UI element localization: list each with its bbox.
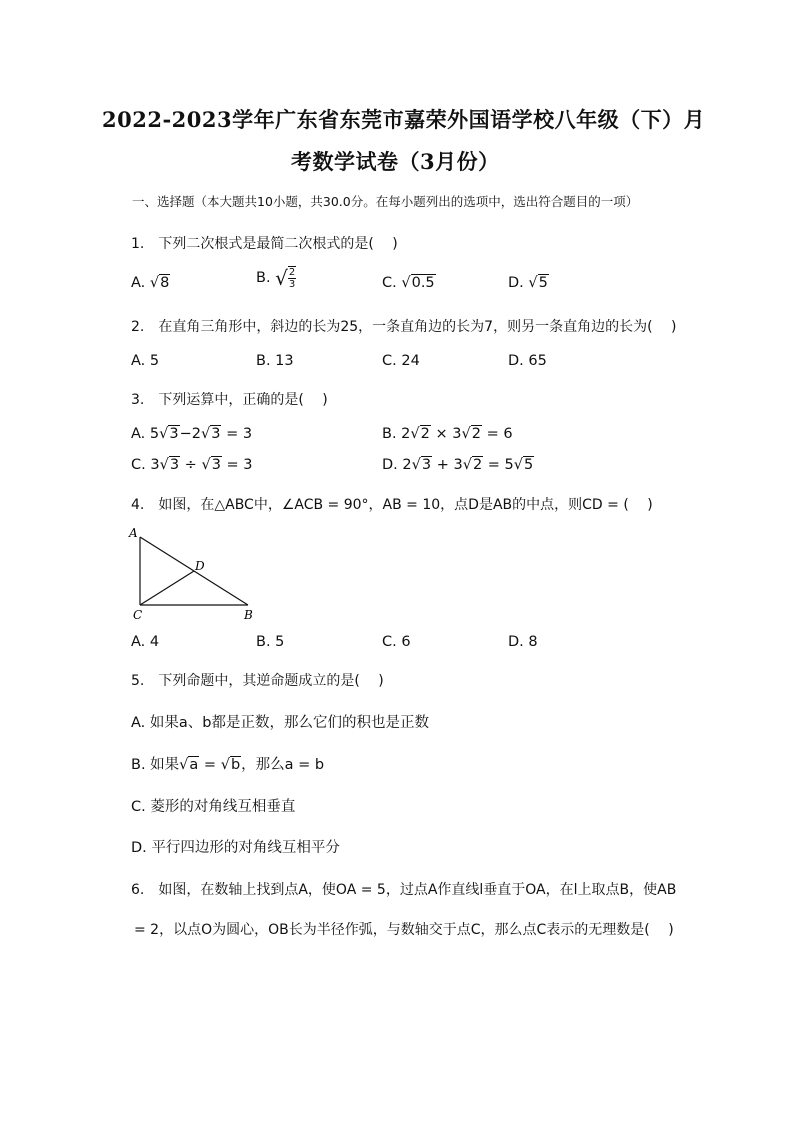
sqrt-expression: √8	[149, 275, 170, 291]
operator: + 3	[432, 457, 463, 473]
vertex-c-label: C	[133, 608, 143, 622]
radicand: 3	[211, 457, 221, 473]
q2-option-b[interactable]: B. 13	[256, 353, 294, 369]
question-5-stem: 5. 下列命题中，其逆命题成立的是( )	[131, 673, 384, 689]
radicand: 3	[169, 426, 179, 442]
radicand: 3	[169, 457, 180, 473]
question-3-stem: 3. 下列运算中，正确的是( )	[131, 392, 328, 408]
q5-option-c[interactable]: C. 菱形的对角线互相垂直	[131, 799, 296, 815]
sqrt-expression: √5	[528, 275, 548, 291]
radicand: 3	[421, 457, 432, 473]
option-label: A.	[131, 426, 146, 442]
radicand: 5	[524, 457, 534, 473]
q3-option-a[interactable]: A. 5√3−2√3 = 3	[131, 426, 253, 442]
coefficient: 2	[402, 457, 412, 473]
title-line-1: 2022-2023学年广东省东莞市嘉荣外国语学校八年级（下）月	[102, 107, 706, 132]
q5-option-a[interactable]: A. 如果a、b都是正数，那么它们的积也是正数	[131, 715, 429, 731]
radicand: 3	[211, 426, 221, 442]
radicand: 2	[420, 426, 430, 442]
radicand: b	[230, 757, 241, 773]
sqrt-fraction: √ $\frac{2}{3}$	[275, 266, 296, 290]
result: = 3	[221, 426, 253, 442]
option-label: C.	[382, 275, 397, 291]
q1-option-a[interactable]	[131, 275, 170, 291]
q4-option-d[interactable]: D. 8	[508, 634, 538, 650]
q5-option-d[interactable]: D. 平行四边形的对角线互相平分	[131, 840, 340, 856]
coefficient: 5	[149, 426, 160, 442]
question-1-stem: 1. 下列二次根式是最简二次根式的是( )	[131, 236, 398, 252]
vertex-d-label: D	[195, 559, 205, 573]
result: = 6	[481, 426, 513, 442]
option-label: D.	[508, 275, 524, 291]
radicand: 2	[471, 426, 481, 442]
q3-option-c[interactable]: C. 3√3 ÷ √3 = 3	[131, 457, 253, 473]
option-text: ，那么a = b	[241, 757, 325, 773]
section-header: 一、选择题（本大题共10小题，共30.0分。在每小题列出的选项中，选出符合题目的一项）	[132, 194, 639, 209]
q3-option-b[interactable]: B. 2√2 × 3√2 = 6	[382, 426, 513, 442]
vertex-b-label: B	[244, 608, 253, 622]
option-text: B. 如果	[131, 757, 180, 773]
coefficient: 2	[401, 426, 411, 442]
q5-option-b[interactable]: B. 如果√a = √b，那么a = b	[131, 757, 325, 773]
operator: = 5	[483, 457, 514, 473]
option-label: B.	[382, 426, 397, 442]
radicand: 2	[472, 457, 483, 473]
operator: =	[199, 757, 221, 773]
triangle-figure	[126, 523, 266, 623]
result: = 3	[221, 457, 253, 473]
q4-option-b[interactable]: B. 5	[256, 634, 285, 650]
q2-option-d[interactable]: D. 65	[508, 353, 547, 369]
option-label: C.	[131, 457, 146, 473]
vertex-a-label: A	[129, 526, 138, 540]
question-4-stem: 4. 如图，在△ABC中，∠ACB = 90°，AB = 10，点D是AB的中点，则CD = ( )	[131, 497, 653, 513]
q1-option-d[interactable]	[508, 275, 549, 291]
title-line-2: 考数学试卷（3月份）	[291, 149, 500, 174]
sqrt-expression: √0.5	[401, 275, 435, 291]
q4-option-c[interactable]: C. 6	[382, 634, 411, 650]
operator: −2	[179, 426, 201, 442]
option-label: A.	[131, 275, 146, 291]
q4-option-a[interactable]: A. 4	[131, 634, 160, 650]
coefficient: 3	[150, 457, 160, 473]
q1-option-c[interactable]	[382, 275, 436, 291]
median-cd	[140, 571, 194, 605]
question-6-stem-line-2: = 2，以点O为圆心，OB长为半径作弧，与数轴交于点C，那么点C表示的无理数是( )	[134, 922, 674, 938]
question-2-stem: 2. 在直角三角形中，斜边的长为25，一条直角边的长为7，则另一条直角边的长为( )	[131, 319, 677, 335]
q3-option-d[interactable]: D. 2√3 + 3√2 = 5√5	[382, 457, 534, 473]
operator: ÷	[180, 457, 202, 473]
q1-option-b[interactable]	[256, 266, 296, 290]
question-6-stem-line-1: 6. 如图，在数轴上找到点A，使OA = 5，过点A作直线l垂直于OA，在l上取点B，使AB	[131, 882, 677, 898]
option-label: D.	[382, 457, 398, 473]
radicand: a	[189, 757, 199, 773]
q2-option-c[interactable]: C. 24	[382, 353, 420, 369]
q2-option-a[interactable]: A. 5	[131, 353, 160, 369]
operator: × 3	[430, 426, 462, 442]
option-label: B.	[256, 270, 271, 286]
